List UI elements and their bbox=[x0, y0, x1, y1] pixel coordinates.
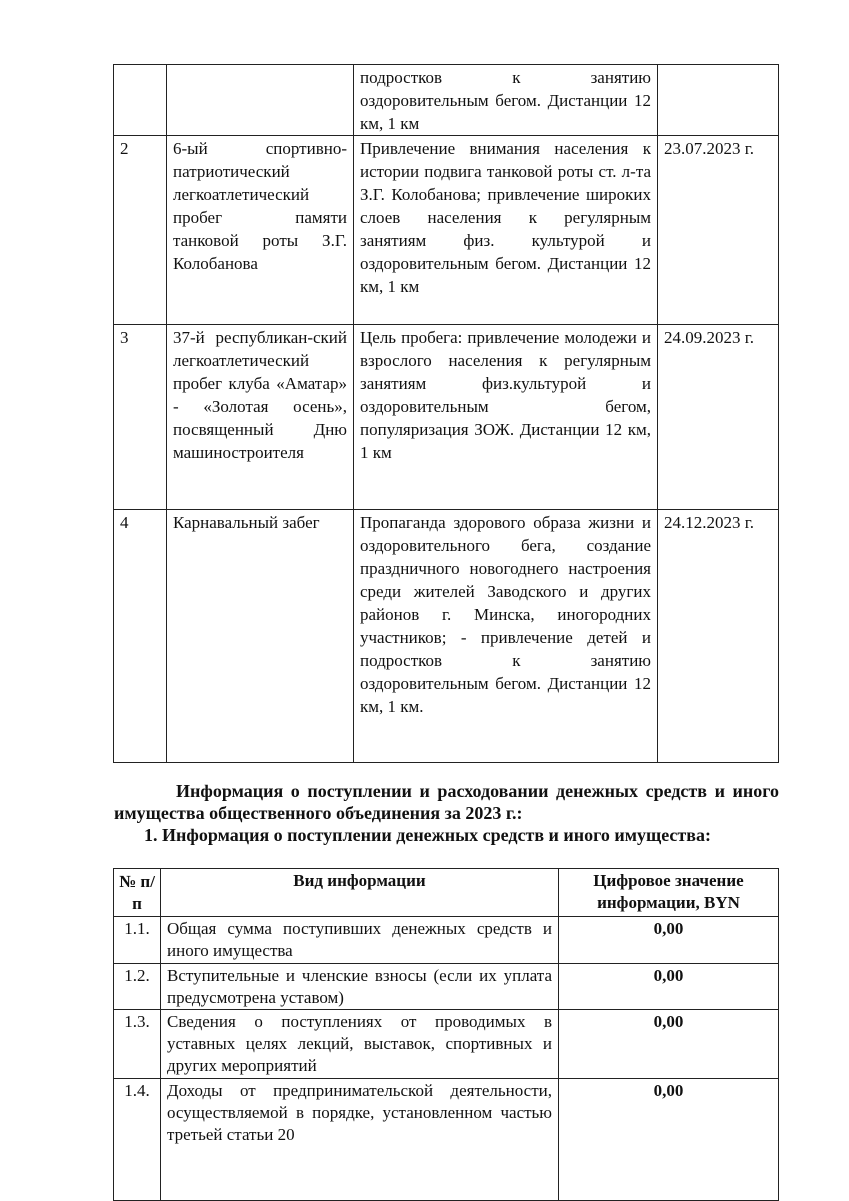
column-header-value: Цифровое значение информации, BYN bbox=[559, 869, 779, 917]
row-number: 1.4. bbox=[114, 1079, 161, 1201]
column-header-number: № п/п bbox=[114, 869, 161, 917]
row-kind: Сведения о поступлениях от проводимых в уставных целях лекций, выставок, спортивных и других мероприятий bbox=[161, 1010, 559, 1079]
row-kind: Доходы от предпринимательской деятельности, осуществляемой в порядке, установленном частью третьей статьи 20 bbox=[161, 1079, 559, 1201]
table-header-row bbox=[114, 869, 779, 917]
table-row bbox=[114, 510, 779, 763]
event-number: 4 bbox=[114, 510, 167, 763]
event-number bbox=[114, 65, 167, 136]
row-value: 0,00 bbox=[559, 917, 779, 964]
event-name: Карнавальный забег bbox=[167, 510, 354, 763]
event-date: 24.09.2023 г. bbox=[658, 325, 779, 510]
table-row bbox=[114, 1079, 779, 1201]
section-subheading: 1. Информация о поступлении денежных средств и иного имущества: bbox=[144, 825, 711, 845]
event-name bbox=[167, 65, 354, 136]
event-description: подростков к занятию оздоровительным бегом. Дистанции 12 км, 1 км bbox=[354, 65, 658, 136]
row-kind: Общая сумма поступивших денежных средств и иного имущества bbox=[161, 917, 559, 964]
table-row bbox=[114, 136, 779, 325]
row-number: 1.2. bbox=[114, 964, 161, 1010]
event-description: Привлечение внимания населения к истории подвига танковой роты ст. л-та З.Г. Колобанова; привлечение широких слоев населения к регулярным занятиям физ. культурой и оздоровительным бегом. Дистанции 12 км, 1 км bbox=[354, 136, 658, 325]
event-description: Пропаганда здорового образа жизни и оздоровительного бега, создание праздничного новогоднего настроения среди жителей Заводского и других районов г. Минска, иногородних участников; - привлечение детей и подростков к занятию оздоровительным бегом. Дистанции 12 км, 1 км. bbox=[354, 510, 658, 763]
event-description: Цель пробега: привлечение молодежи и взрослого населения к регулярным занятиям физ.культурой и оздоровительным бегом, популяризация ЗОЖ. Дистанции 12 км, 1 км bbox=[354, 325, 658, 510]
events-table bbox=[113, 64, 779, 763]
event-date: 24.12.2023 г. bbox=[658, 510, 779, 763]
table-row bbox=[114, 65, 779, 136]
row-value: 0,00 bbox=[559, 1079, 779, 1201]
row-kind: Вступительные и членские взносы (если их уплата предусмотрена уставом) bbox=[161, 964, 559, 1010]
table-row bbox=[114, 1010, 779, 1079]
event-number: 2 bbox=[114, 136, 167, 325]
table-row bbox=[114, 917, 779, 964]
section-heading: Информация о поступлении и расходовании денежных средств и иного имущества общественного объединения за 2023 г.: bbox=[114, 781, 779, 823]
table-row bbox=[114, 325, 779, 510]
section-heading-block bbox=[114, 780, 779, 846]
table-row bbox=[114, 964, 779, 1010]
finance-table bbox=[113, 868, 779, 1201]
column-header-kind: Вид информации bbox=[161, 869, 559, 917]
row-value: 0,00 bbox=[559, 1010, 779, 1079]
row-number: 1.3. bbox=[114, 1010, 161, 1079]
event-number: 3 bbox=[114, 325, 167, 510]
row-number: 1.1. bbox=[114, 917, 161, 964]
event-name: 37-й республикан-ский легкоатлетический пробег клуба «Аматар» - «Золотая осень», посвященный Дню машиностроителя bbox=[167, 325, 354, 510]
event-name: 6-ый спортивно-патриотический легкоатлетический пробег памяти танковой роты З.Г. Колобанова bbox=[167, 136, 354, 325]
event-date bbox=[658, 65, 779, 136]
event-date: 23.07.2023 г. bbox=[658, 136, 779, 325]
row-value: 0,00 bbox=[559, 964, 779, 1010]
